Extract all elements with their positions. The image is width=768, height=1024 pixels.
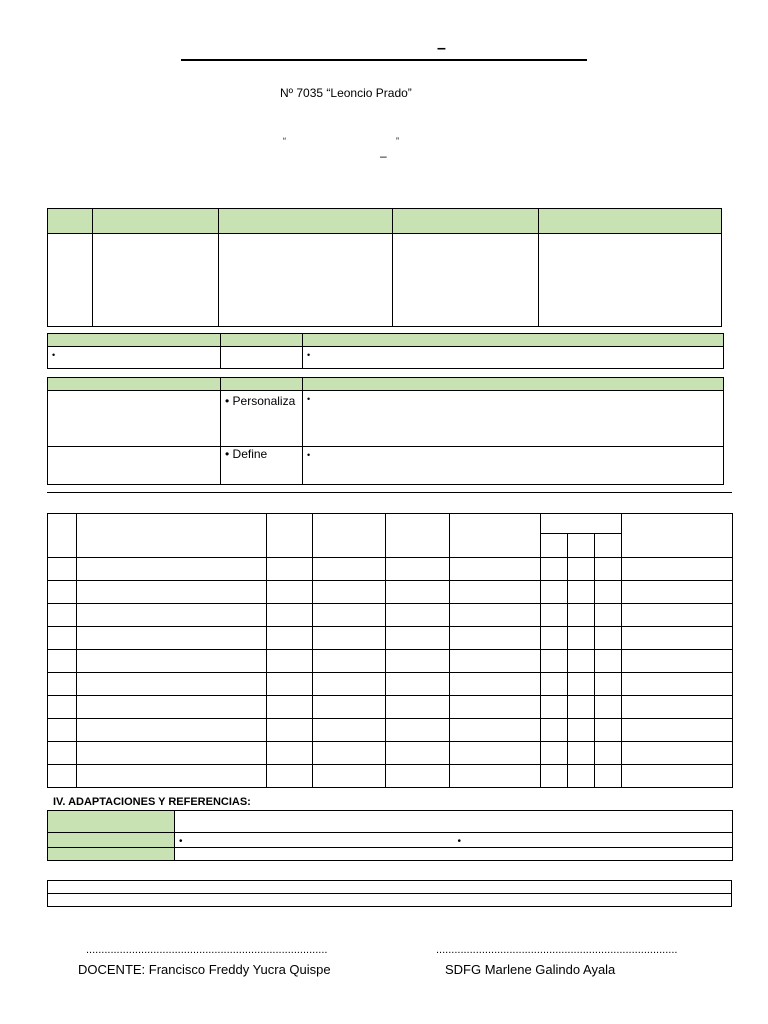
t4-cell — [541, 581, 568, 604]
t4-cell — [568, 696, 595, 719]
data-table-6 — [47, 880, 732, 907]
t4-cell — [450, 765, 541, 788]
signature-line-right: ............................................................................... — [436, 944, 678, 956]
t1-header-cell — [48, 209, 93, 234]
t4-cell — [622, 765, 733, 788]
t4-cell — [595, 673, 622, 696]
t4-cell — [313, 765, 386, 788]
t4-cell — [267, 627, 313, 650]
t4-cell — [48, 581, 77, 604]
bullet: • — [307, 450, 311, 460]
t4-cell — [595, 581, 622, 604]
t4-cell — [313, 650, 386, 673]
t4-cell — [622, 696, 733, 719]
t4-cell — [541, 765, 568, 788]
table-row — [48, 581, 733, 604]
section-separator — [47, 492, 732, 493]
t4-cell — [541, 673, 568, 696]
t4-cell — [48, 719, 77, 742]
t4-cell — [313, 604, 386, 627]
t1-cell — [393, 234, 539, 327]
t1-cell — [539, 234, 722, 327]
t2-cell — [221, 347, 303, 369]
t3-cell — [303, 391, 724, 447]
t4-cell — [267, 673, 313, 696]
bullet: • — [307, 350, 311, 360]
t5-cell — [175, 848, 733, 861]
table-row — [48, 627, 733, 650]
t4-cell — [386, 765, 450, 788]
t4-header-cell — [541, 534, 568, 558]
t5-header-cell — [48, 811, 175, 833]
t4-cell — [313, 696, 386, 719]
t4-cell — [622, 673, 733, 696]
t4-cell — [595, 719, 622, 742]
item-define: • Define — [225, 447, 268, 461]
t4-cell — [450, 581, 541, 604]
t4-cell — [77, 765, 267, 788]
table-row — [48, 742, 733, 765]
t4-header-cell — [622, 514, 733, 558]
t4-cell — [568, 581, 595, 604]
t4-header-cell — [386, 514, 450, 558]
t4-cell — [267, 696, 313, 719]
t4-cell — [77, 673, 267, 696]
quote-open: “ — [283, 136, 286, 146]
t4-cell — [450, 627, 541, 650]
t4-cell — [313, 627, 386, 650]
item-personaliza: • Personaliza — [225, 394, 296, 408]
t5-cell — [175, 811, 733, 833]
t4-cell — [622, 627, 733, 650]
data-table-1 — [47, 208, 722, 327]
t4-cell — [48, 696, 77, 719]
t6-cell — [48, 894, 732, 907]
t4-cell — [450, 650, 541, 673]
t3-header-cell — [221, 378, 303, 391]
t4-cell — [77, 558, 267, 581]
data-table-4 — [47, 513, 733, 788]
table-row — [48, 719, 733, 742]
table-row — [48, 558, 733, 581]
t4-cell — [450, 719, 541, 742]
t4-cell — [386, 558, 450, 581]
t4-cell — [386, 742, 450, 765]
data-table-3 — [47, 377, 724, 485]
t4-cell — [386, 650, 450, 673]
bullet: • — [307, 394, 311, 404]
t4-cell — [450, 673, 541, 696]
t4-cell — [541, 650, 568, 673]
t4-cell — [595, 696, 622, 719]
t4-cell — [267, 742, 313, 765]
t4-cell — [622, 558, 733, 581]
bullet: • — [457, 836, 462, 847]
t5-cell — [175, 833, 454, 848]
header-dash: – — [437, 40, 446, 57]
t4-cell — [386, 604, 450, 627]
t4-header-cell — [77, 514, 267, 558]
t4-cell — [313, 581, 386, 604]
section-4-title: IV. ADAPTACIONES Y REFERENCIAS: — [53, 796, 251, 808]
t1-header-cell — [219, 209, 393, 234]
t4-cell — [595, 742, 622, 765]
data-table-2 — [47, 333, 724, 369]
t4-cell — [48, 627, 77, 650]
t2-cell — [303, 347, 724, 369]
t4-cell — [267, 558, 313, 581]
t5-header-cell — [48, 833, 175, 848]
t4-cell — [77, 696, 267, 719]
t4-header-cell — [541, 514, 622, 534]
t1-cell — [93, 234, 219, 327]
t4-cell — [450, 742, 541, 765]
t3-header-cell — [303, 378, 724, 391]
school-name: Nº 7035 “Leoncio Prado” — [280, 86, 412, 100]
t4-cell — [568, 650, 595, 673]
t4-header-cell — [267, 514, 313, 558]
t1-header-cell — [539, 209, 722, 234]
t4-cell — [313, 742, 386, 765]
t4-cell — [48, 650, 77, 673]
t6-cell — [48, 881, 732, 894]
t4-cell — [267, 719, 313, 742]
t4-cell — [386, 581, 450, 604]
table-row — [48, 650, 733, 673]
t4-cell — [386, 627, 450, 650]
table-row — [48, 696, 733, 719]
t5-header-cell — [48, 848, 175, 861]
t4-cell — [595, 604, 622, 627]
table-row — [48, 604, 733, 627]
t4-cell — [386, 673, 450, 696]
t4-cell — [622, 581, 733, 604]
t4-cell — [450, 696, 541, 719]
t3-cell — [48, 391, 221, 447]
t4-body — [48, 558, 733, 788]
t4-cell — [622, 742, 733, 765]
t3-cell — [221, 447, 303, 485]
t4-cell — [595, 627, 622, 650]
t3-header-cell — [48, 378, 221, 391]
table-row — [48, 673, 733, 696]
t4-cell — [77, 581, 267, 604]
t4-cell — [568, 558, 595, 581]
t4-cell — [48, 673, 77, 696]
t4-cell — [313, 558, 386, 581]
signature-name-left: DOCENTE: Francisco Freddy Yucra Quispe — [78, 962, 331, 977]
t5-cell — [454, 833, 733, 848]
bullet: • — [179, 836, 183, 847]
t4-header-cell — [595, 534, 622, 558]
t4-cell — [267, 581, 313, 604]
t1-cell — [48, 234, 93, 327]
quote-close: ” — [396, 136, 399, 146]
data-table-5 — [47, 810, 733, 861]
t4-cell — [48, 558, 77, 581]
t4-cell — [541, 696, 568, 719]
t4-cell — [48, 742, 77, 765]
t4-cell — [267, 650, 313, 673]
t4-cell — [595, 650, 622, 673]
t4-cell — [541, 604, 568, 627]
signature-name-right: SDFG Marlene Galindo Ayala — [445, 962, 616, 977]
header-underline — [181, 59, 587, 61]
t4-cell — [450, 558, 541, 581]
t4-cell — [595, 765, 622, 788]
signature-line-left: ............................................................................... — [86, 944, 328, 956]
t4-cell — [568, 765, 595, 788]
t2-header-cell — [48, 334, 221, 347]
t1-header-cell — [393, 209, 539, 234]
t4-cell — [313, 719, 386, 742]
t4-header-cell — [450, 514, 541, 558]
t2-header-cell — [303, 334, 724, 347]
t4-cell — [77, 627, 267, 650]
t1-cell — [219, 234, 393, 327]
t4-cell — [386, 696, 450, 719]
t4-cell — [622, 604, 733, 627]
bullet: • — [52, 350, 56, 360]
t4-cell — [77, 719, 267, 742]
t4-cell — [313, 673, 386, 696]
t4-cell — [386, 719, 450, 742]
t4-cell — [568, 604, 595, 627]
t4-cell — [77, 604, 267, 627]
t4-cell — [541, 627, 568, 650]
t4-cell — [77, 650, 267, 673]
t4-cell — [595, 558, 622, 581]
t1-header-cell — [93, 209, 219, 234]
t4-cell — [568, 719, 595, 742]
t3-cell — [221, 391, 303, 447]
t4-cell — [541, 719, 568, 742]
t4-cell — [541, 558, 568, 581]
t4-cell — [48, 604, 77, 627]
t4-header-cell — [48, 514, 77, 558]
t4-cell — [568, 742, 595, 765]
t4-cell — [48, 765, 77, 788]
t2-header-cell — [221, 334, 303, 347]
t3-cell — [48, 447, 221, 485]
t4-cell — [622, 650, 733, 673]
t4-cell — [450, 604, 541, 627]
t2-cell — [48, 347, 221, 369]
header-dash-small: – — [380, 149, 387, 163]
t4-cell — [267, 604, 313, 627]
t4-cell — [622, 719, 733, 742]
t4-cell — [77, 742, 267, 765]
t4-header-cell — [313, 514, 386, 558]
t4-cell — [568, 673, 595, 696]
t3-cell — [303, 447, 724, 485]
table-row — [48, 765, 733, 788]
t4-cell — [568, 627, 595, 650]
t4-cell — [267, 765, 313, 788]
t4-header-cell — [568, 534, 595, 558]
t4-cell — [541, 742, 568, 765]
